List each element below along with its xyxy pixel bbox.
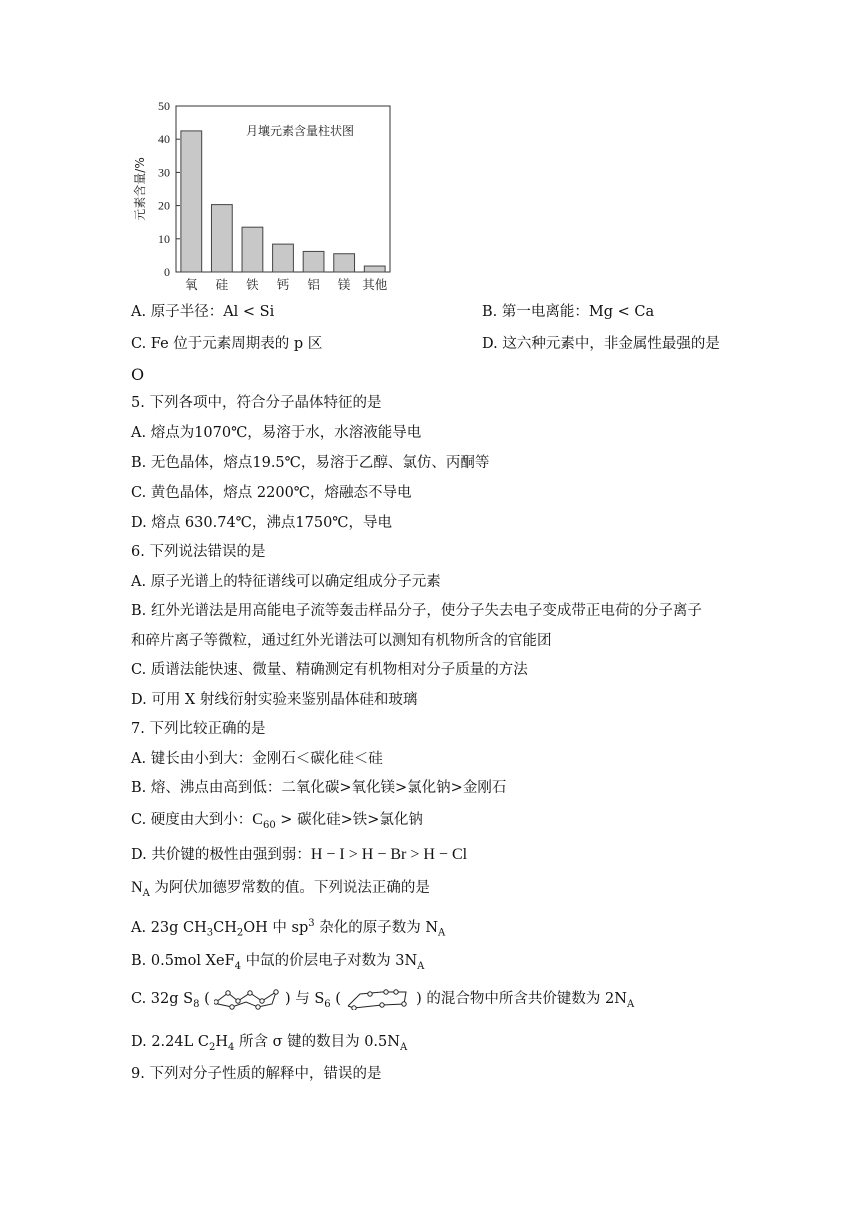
bar-3 [242, 227, 263, 272]
q4-option-b: B. 第一电离能：Mg < Ca [482, 304, 655, 320]
x-category-label: 铁 [246, 277, 259, 292]
y-tick-label: 10 [158, 231, 170, 246]
q6-option-d: D. 可用 X 射线衍射实验来鉴别晶体硅和玻璃 [131, 692, 418, 708]
q6-option-c: C. 质谱法能快速、微量、精确测定有机物相对分子质量的方法 [131, 662, 528, 678]
x-category-label: 硅 [215, 277, 229, 292]
bar-2 [211, 205, 232, 272]
q5-option-c: C. 黄色晶体，熔点 2200℃，熔融态不导电 [131, 485, 412, 501]
x-category-label: 铝 [307, 277, 320, 292]
q7-option-a: A. 键长由小到大：金刚石＜碳化硅＜硅 [131, 751, 383, 767]
x-category-label: 氧 [185, 277, 198, 292]
moon-soil-element-chart [128, 96, 398, 296]
s8-ring-structure [214, 988, 280, 1010]
q6-option-b-line2: 和碎片离子等微粒，通过红外光谱法可以测知有机物所含的官能团 [131, 633, 552, 649]
q5-option-b: B. 无色晶体，熔点19.5℃，易溶于乙醇、氯仿、丙酮等 [131, 455, 490, 471]
q6-option-b-line1: B. 红外光谱法是用高能电子流等轰击样品分子，使分子失去电子变成带正电荷的分子离子 [131, 603, 702, 619]
q6-option-a: A. 原子光谱上的特征谱线可以确定组成分子元素 [131, 574, 441, 590]
bar-5 [303, 251, 324, 272]
x-category-label: 镁 [337, 277, 351, 292]
q4-option-d-continued: O [131, 365, 145, 384]
y-tick-label: 50 [158, 99, 170, 113]
q8-stem: $N_A$ 为阿伏加德罗常数的值。下列说法正确的是 [131, 879, 430, 899]
q8-option-d: D. 2.24L $C_2H_4$ 所含 σ 键的数目为 $0.5N_A$ [131, 1034, 408, 1053]
q7-option-c: C. 硬度由大到小：$C_{60}$ > 碳化硅>铁>氯化钠 [131, 811, 423, 831]
x-category-label: 钙 [276, 277, 290, 292]
y-tick-label: 0 [164, 265, 170, 279]
q6-stem: 6. 下列说法错误的是 [131, 544, 266, 560]
s6-ring-structure [346, 988, 412, 1010]
q7-option-d: D. 共价键的极性由强到弱：H − I > H − Br > H − Cl [131, 846, 468, 863]
q4-option-c: C. Fe 位于元素周期表的 p 区 [131, 336, 323, 352]
q7-option-b: B. 熔、沸点由高到低：二氧化碳>氧化镁>氯化钠>金刚石 [131, 780, 507, 796]
q4-option-d: D. 这六种元素中，非金属性最强的是 [482, 336, 720, 352]
q9-stem: 9. 下列对分子性质的解释中，错误的是 [131, 1066, 382, 1082]
q5-option-d: D. 熔点 630.74℃，沸点1750℃，导电 [131, 515, 393, 531]
y-tick-label: 30 [158, 165, 170, 180]
bar-1 [181, 131, 202, 272]
q8-option-c: C. 32g $S_8$ ( ) 与 $S_6$ ( ) 的混合物中所含共价键数为 $2N_A$ [131, 988, 634, 1015]
q8-option-b: B. 0.5mol XeF$_4$ 中氙的价层电子对数为 $3N_A$ [131, 953, 425, 972]
y-axis-label: 元素含量/% [133, 157, 147, 221]
bar-7 [364, 266, 385, 272]
y-tick-label: 40 [158, 132, 170, 147]
q8-option-a: A. 23g $CH_3CH_2OH$ 中 $sp^3$ 杂化的原子数为 $N_A$ [131, 918, 446, 939]
y-tick-label: 20 [158, 198, 170, 213]
x-category-label: 其他 [362, 277, 388, 292]
chart-title: 月壤元素含量柱状图 [245, 124, 355, 138]
q5-stem: 5. 下列各项中，符合分子晶体特征的是 [131, 395, 382, 411]
q5-option-a: A. 熔点为1070℃，易溶于水，水溶液能导电 [131, 425, 422, 441]
q4-option-a: A. 原子半径：Al < Si [131, 304, 275, 320]
q7-stem: 7. 下列比较正确的是 [131, 721, 266, 737]
bar-6 [334, 254, 355, 272]
bar-4 [273, 244, 294, 272]
